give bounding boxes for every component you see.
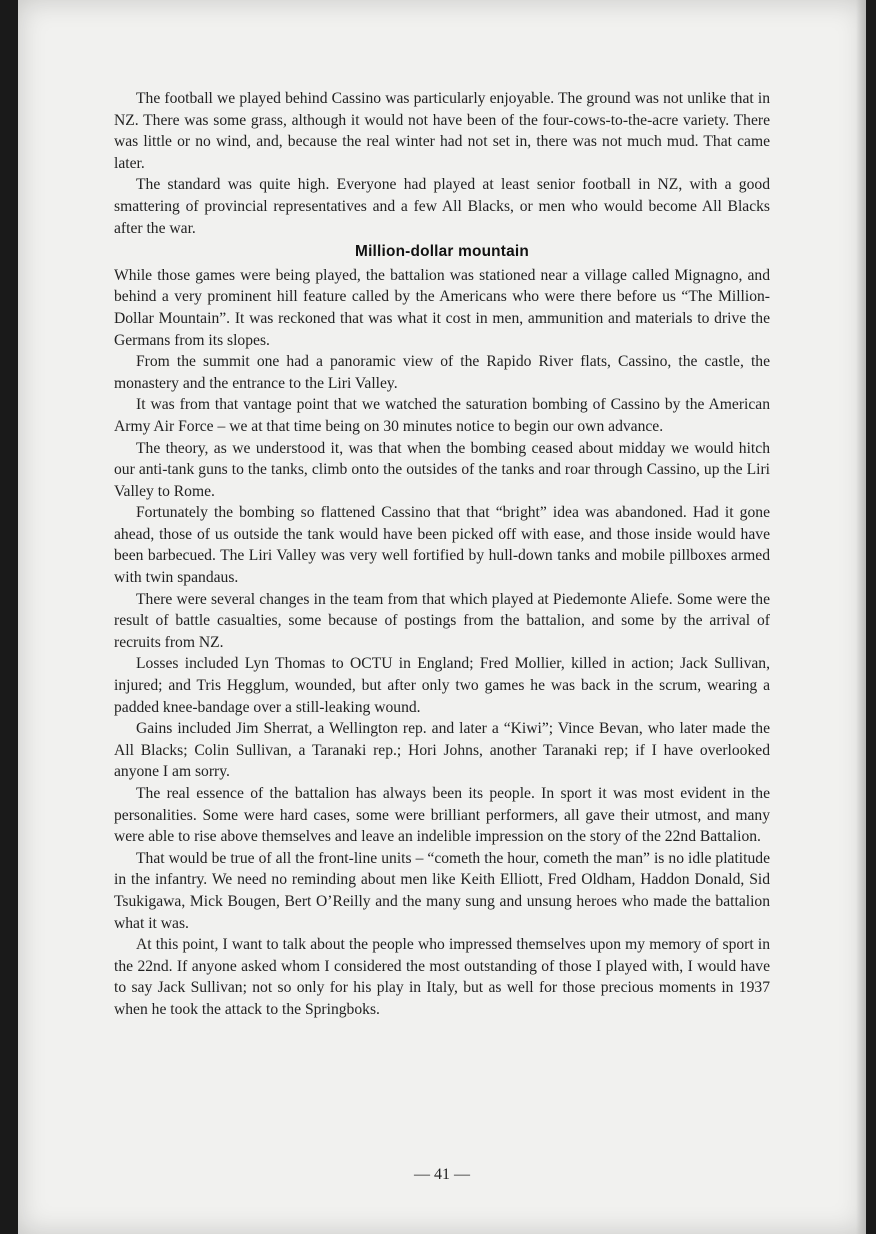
paragraph: It was from that vantage point that we watched the saturation bombing of Cassino by the American Army Air Force – we at that time being on 30 minutes notice to begin our own advance.: [114, 396, 770, 435]
paragraph: From the summit one had a panoramic view of the Rapido River flats, Cassino, the castle, the monastery and the entrance to the Liri Valley.: [114, 353, 770, 392]
paragraph: Losses included Lyn Thomas to OCTU in England; Fred Mollier, killed in action; Jack Sullivan, injured; and Tris Hegglum, wounded, but after only two games he was back in the scrum, wearing a padded knee-bandage over a still-leaking wound.: [114, 655, 770, 716]
book-page: [18, 0, 866, 1234]
section-heading: Million-dollar mountain: [355, 243, 529, 261]
paragraph: At this point, I want to talk about the people who impressed themselves upon my memory of sport in the 22nd. If anyone asked whom I considered the most outstanding of those I played with, I would have to say Jack Sullivan; not so only for his play in Italy, but as well for those precious moments in 1937 when he took the attack to the Springboks.: [114, 936, 770, 1018]
paragraph: The theory, as we understood it, was that when the bombing ceased about midday we would hitch our anti-tank guns to the tanks, climb onto the outsides of the tanks and roar through Cassino, up the Liri Valley to Rome.: [114, 439, 770, 500]
paragraph: The real essence of the battalion has always been its people. In sport it was most evident in the personalities. Some were hard cases, some were brilliant performers, all gave their utmost, and many were able to rise above themselves and leave an indelible impression on the story of the 22nd Battalion.: [114, 785, 770, 846]
paragraph: Fortunately the bombing so flattened Cassino that that “bright” idea was abandoned. Had it gone ahead, those of us outside the tank would have been picked off with ease, and those inside would have been barbecued. The Liri Valley was very well fortified by hull-down tanks and mobile pillboxes armed with twin spandaus.: [114, 504, 770, 587]
paragraph: While those games were being played, the battalion was stationed near a village called Mignagno, and behind a very prominent hill feature called by the Americans who were there before us “The Million-Dollar Mountain”. It was reckoned that was what it cost in men, ammunition and materials to drive the Germans from its slopes.: [114, 266, 770, 349]
paragraph: That would be true of all the front-line units – “cometh the hour, cometh the man” is no idle platitude in the infantry. We need no reminding about men like Keith Elliott, Fred Oldham, Haddon Donald, Sid Tsukigawa, Mick Bougen, Bert O’Reilly and the many sung and unsung heroes who made the battalion what it was.: [114, 849, 770, 932]
paragraph: The football we played behind Cassino was particularly enjoyable. The ground was not unlike that in NZ. There was some grass, although it would not have been of the four-cows-to-the-acre variety. There was little or no wind, and, because the real winter had not set in, there was not much mud. That came later.: [114, 90, 770, 172]
paragraph: There were several changes in the team from that which played at Piedemonte Aliefe. Some were the result of battle casualties, some because of postings from the battalion, and some by the arrival of recruits from NZ.: [114, 590, 770, 651]
body-text: [114, 88, 770, 1021]
paragraph: The standard was quite high. Everyone had played at least senior football in NZ, with a good smattering of provincial representatives and a few All Blacks, or men who would become All Blacks after the war.: [114, 176, 770, 237]
page-number: — 41 —: [414, 1166, 470, 1183]
paragraph: Gains included Jim Sherrat, a Wellington rep. and later a “Kiwi”; Vince Bevan, who later made the All Blacks; Colin Sullivan, a Taranaki rep.; Hori Johns, another Taranaki rep; if I have overlooked anyone I am sorry.: [114, 720, 770, 781]
